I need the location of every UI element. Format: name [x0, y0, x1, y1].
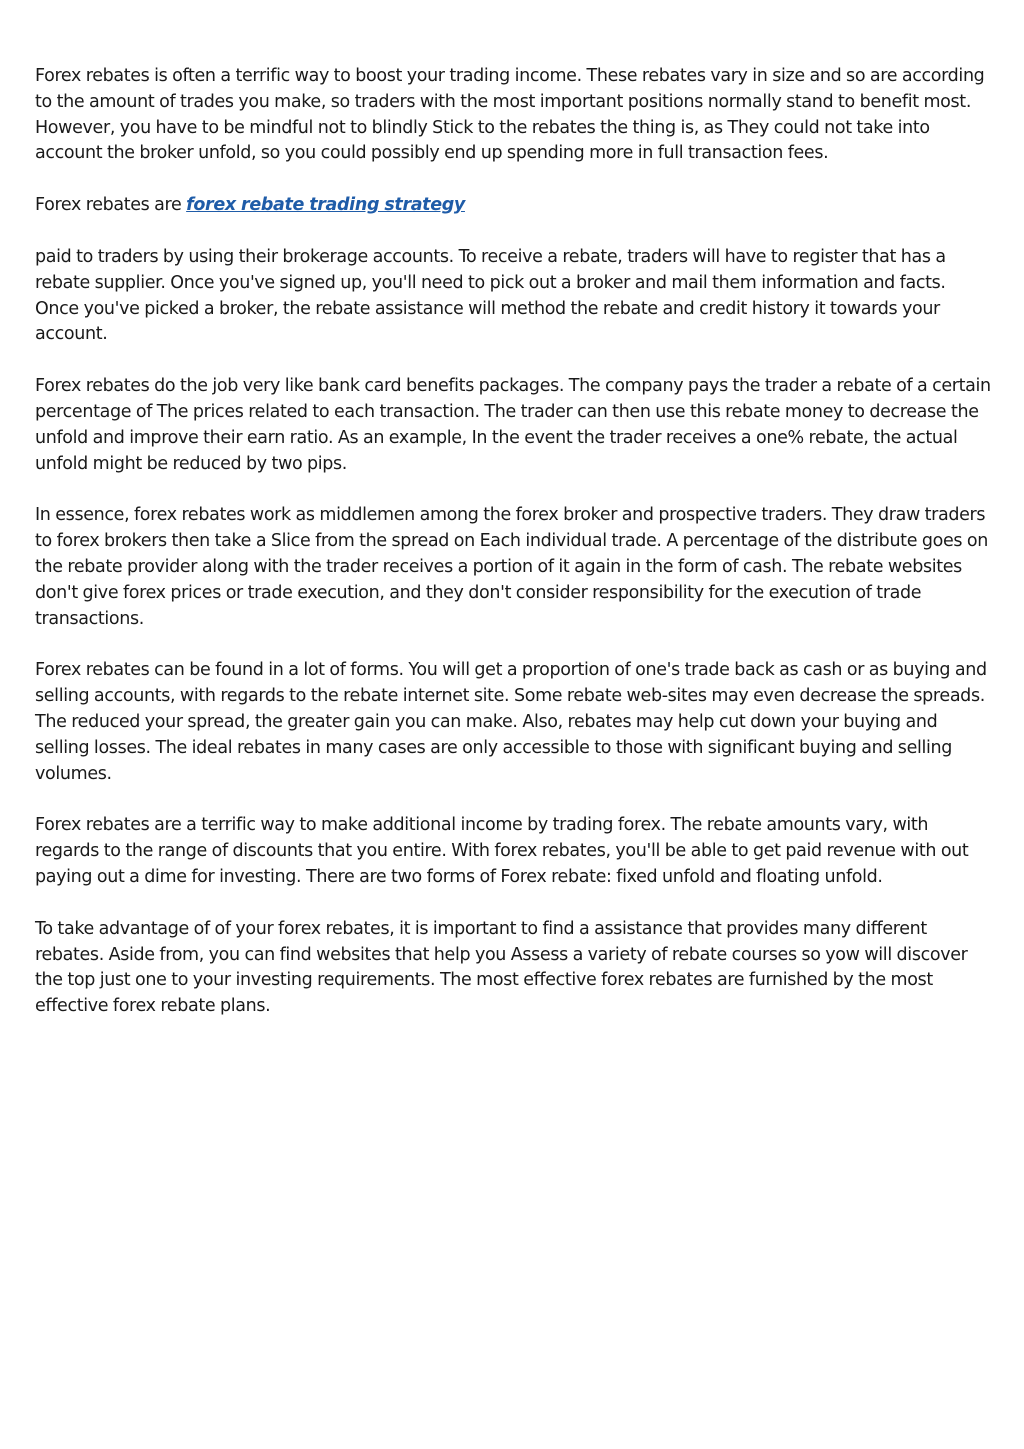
- link-line-prefix: Forex rebates are: [35, 195, 187, 216]
- paragraph-link-line: [35, 193, 993, 219]
- paragraph-forms: Forex rebates can be found in a lot of forms. You will get a proportion of one's trade back as cash or as buying and selling accounts, with regards to the rebate internet site. Some rebate web-sites may even decrease the spreads. The reduced your spread, the greater gain you can make. Also, rebates may help cut down your buying and selling losses. The ideal rebates in many cases are only accessible to those with significant buying and selling volumes.: [35, 660, 987, 784]
- document-body: [35, 64, 993, 1046]
- paragraph-additional-income: Forex rebates are a terrific way to make additional income by trading forex. The rebate amounts vary, with regards to the range of discounts that you entire. With forex rebates, you'll be able to get paid revenue with out paying out a dime for investing. There are two forms of Forex rebate: fixed unfold and floating unfold.: [35, 815, 969, 887]
- paragraph-intro: Forex rebates is often a terrific way to boost your trading income. These rebates vary in size and so are according to the amount of trades you make, so traders with the most important positions normally stand to benefit most. However, you have to be mindful not to blindly Stick to the rebates the thing is, as They could not take into account the broker unfold, so you could possibly end up spending more in full transaction fees.: [35, 66, 985, 164]
- paragraph-middlemen: In essence, forex rebates work as middlemen among the forex broker and prospective traders. They draw traders to forex brokers then take a Slice from the spread on Each individual trade. A percentage of the distribute goes on the rebate provider along with the trader receives a portion of it again in the form of cash. The rebate websites don't give forex prices or trade execution, and they don't consider responsibility for the execution of trade transactions.: [35, 505, 988, 629]
- paragraph-advantage: To take advantage of of your forex rebates, it is important to find a assistance that provides many different rebates. Aside from, you can find websites that help you Assess a variety of rebate courses so yow will discover the top just one to your investing requirements. The most effective forex rebates are furnished by the most effective forex rebate plans.: [35, 918, 968, 1017]
- paragraph-how-it-works: Forex rebates do the job very like bank card benefits packages. The company pays the trader a rebate of a certain percentage of The prices related to each transaction. The trader can then use this rebate money to decrease the unfold and improve their earn ratio. As an example, In the event the trader receives a one% rebate, the actual unfold might be reduced by two pips.: [35, 376, 991, 474]
- forex-rebate-trading-strategy-link[interactable]: forex rebate trading strategy: [186, 195, 465, 216]
- paragraph-registration: paid to traders by using their brokerage accounts. To receive a rebate, traders will have to register that has a rebate supplier. Once you've signed up, you'll need to pick out a broker and mail them information and facts. Once you've picked a broker, the rebate assistance will method the rebate and credit history it towards your account.: [35, 246, 946, 345]
